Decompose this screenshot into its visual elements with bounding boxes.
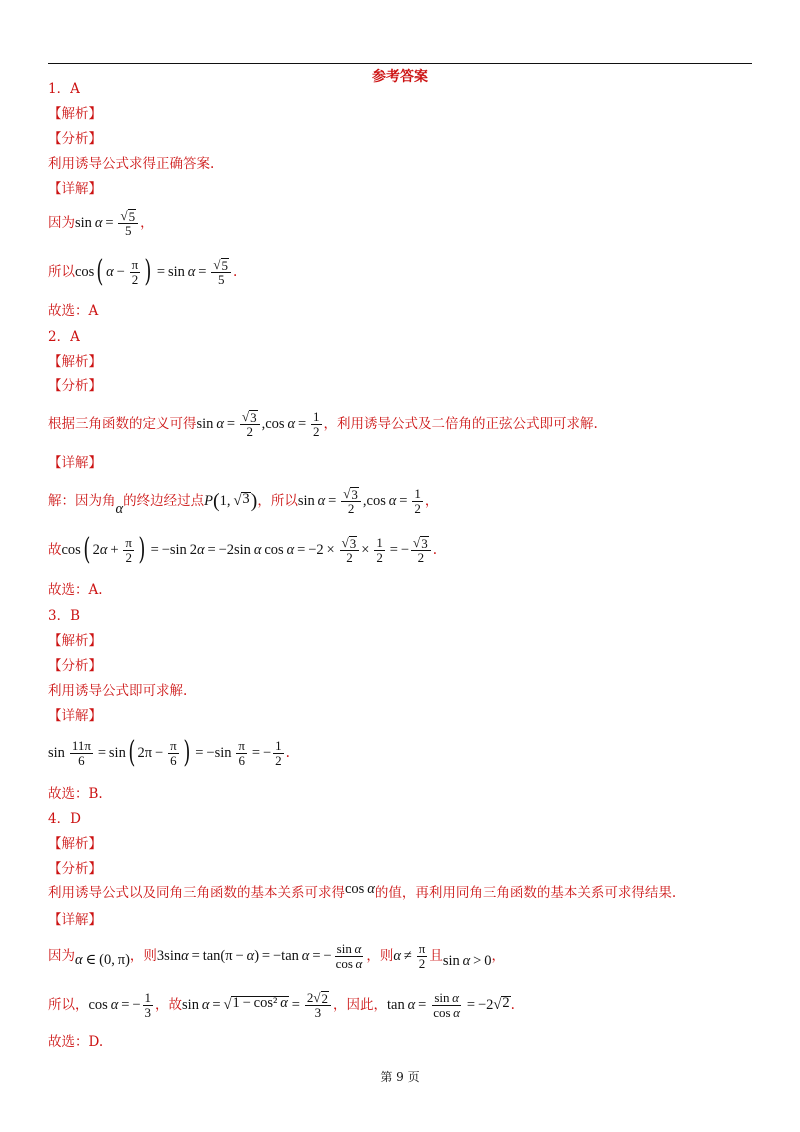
q2-detail-1-b: 的终边经过点 bbox=[123, 493, 205, 509]
q3-analysis: 利用诱导公式即可求解. bbox=[48, 683, 188, 699]
q1-detail-2 bbox=[48, 252, 237, 292]
q3-jiexi-label: 【解析】 bbox=[48, 633, 102, 649]
q3-detail-1-post: . bbox=[285, 745, 290, 761]
q4-detail-2-d: . bbox=[510, 997, 515, 1013]
q2-detail-2-post: . bbox=[432, 542, 437, 558]
q3-head: 3．B bbox=[48, 608, 81, 624]
q1-detail-2-pre: 所以 bbox=[48, 264, 75, 280]
q2-detail-2-pre: 故 bbox=[48, 542, 62, 558]
q4-formula-analysis: cos α bbox=[345, 881, 375, 897]
q4-detail-2-c: ，因此， bbox=[333, 997, 387, 1013]
header-rule bbox=[48, 63, 752, 64]
q2-formula-2: cos ( 2 α + $\frac{\pi}{2}$ ) = −sin 2 α = −2sin α cos α = −2 × √ 3 2 × $\frac{1}{2}$ = − √ 3 2 bbox=[62, 535, 433, 565]
page-title: 参考答案 bbox=[372, 69, 428, 85]
q1-fenxi-label: 【分析】 bbox=[48, 131, 102, 147]
q1-xiangjie-label: 【详解】 bbox=[48, 181, 102, 197]
q1-formula-2: cos ( α − $\frac{\pi}{2}$ ) = sin α = √ 5 5 bbox=[75, 257, 233, 287]
q2-detail-1-d: ， bbox=[424, 493, 439, 509]
q4-formula-1: 3sin α = tan(π − α ) = −tan α = − $\frac{\text{sin α}}{\text{cos α}}$ bbox=[156, 940, 363, 971]
q4-detail-1-a: 因为 bbox=[48, 948, 75, 964]
q4-detail-2-b: ，故 bbox=[155, 997, 183, 1013]
q2-detail-2 bbox=[48, 530, 437, 570]
q2-fenxi-label: 【分析】 bbox=[48, 378, 102, 394]
q4-detail-2 bbox=[48, 985, 515, 1025]
q2-detail-1-a: 解：因为角 bbox=[48, 493, 116, 509]
q2-alpha: α bbox=[115, 501, 124, 517]
q4-formula-6: tan α = $\frac{\text{sin α}}{\text{cos α}}$ = −2 √ 2 bbox=[387, 989, 510, 1020]
q1-formula-1: sin α = √ 5 5 bbox=[75, 209, 140, 238]
q2-head: 2．A bbox=[48, 329, 80, 345]
q4-detail-1-c: ，则 bbox=[366, 948, 394, 964]
q2-formula-analysis: sin α = √ 3 2 ,cos α = $\frac{1}{2}$ bbox=[196, 408, 320, 439]
q2-jiexi-label: 【解析】 bbox=[48, 354, 102, 370]
q4-analysis-post: 的值，再利用同角三角函数的基本关系可求得结果. bbox=[374, 885, 677, 901]
q3-fenxi-label: 【分析】 bbox=[48, 658, 102, 674]
q4-fenxi-label: 【分析】 bbox=[48, 861, 102, 877]
q3-xiangjie-label: 【详解】 bbox=[48, 708, 102, 724]
q1-analysis: 利用诱导公式求得正确答案. bbox=[48, 156, 215, 172]
q2-detail-1-c: ，所以 bbox=[257, 493, 298, 509]
q4-head: 4．D bbox=[48, 811, 81, 827]
q2-point: P ( 1, √ 3 ) bbox=[204, 490, 258, 512]
q4-jiexi-label: 【解析】 bbox=[48, 836, 102, 852]
q4-analysis bbox=[48, 882, 676, 904]
page-number: 第 9 页 bbox=[380, 1070, 420, 1084]
q2-formula-1: sin α = √ 3 2 ,cos α = $\frac{1}{2}$ bbox=[297, 485, 421, 516]
q4-formula-3: sin α > 0 bbox=[442, 953, 492, 969]
q2-analysis-pre: 根据三角函数的定义可得 bbox=[48, 416, 197, 432]
q1-detail-1 bbox=[48, 205, 154, 241]
q4-formula-2: α ≠ $\frac{\pi}{2}$ bbox=[393, 940, 426, 971]
q2-answer: 故选：A. bbox=[48, 582, 103, 598]
q2-xiangjie-label: 【详解】 bbox=[48, 455, 102, 471]
q4-detail-1-b: ，则 bbox=[129, 948, 157, 964]
q1-detail-1-post: ， bbox=[140, 215, 154, 231]
q4-detail-1-e: ， bbox=[491, 948, 506, 964]
q1-detail-1-pre: 因为 bbox=[48, 215, 75, 231]
q4-detail-1-d: 且 bbox=[429, 948, 443, 964]
q4-answer: 故选：D. bbox=[48, 1034, 104, 1050]
q4-formula-4: cos α = − $\frac{1}{3}$ bbox=[88, 989, 152, 1020]
q2-detail-1 bbox=[48, 482, 438, 520]
q4-formula-5: sin α = √ 1 − cos² α = 2√ 2 3 bbox=[182, 991, 333, 1020]
q1-answer: 故选：A bbox=[48, 303, 99, 319]
q3-detail-1 bbox=[48, 733, 290, 773]
q4-xiangjie-label: 【详解】 bbox=[48, 912, 102, 928]
q2-analysis-post: ，利用诱导公式及二倍角的正弦公式即可求解. bbox=[323, 416, 598, 432]
q4-formula-domain: α ∈ (0, π) bbox=[75, 952, 130, 968]
q3-formula-1: sin $\frac{11\pi}{6}$ = sin ( 2π − $\frac{\pi}{6}$ ) = −sin $\frac{\pi}{6}$ = − $\frac{1}{2}$ bbox=[48, 735, 282, 770]
q4-detail-1 bbox=[48, 936, 505, 976]
q2-analysis bbox=[48, 405, 598, 443]
q1-detail-2-post: . bbox=[233, 264, 238, 280]
q1-jiexi-label: 【解析】 bbox=[48, 106, 102, 122]
q4-analysis-pre: 利用诱导公式以及同角三角函数的基本关系可求得 bbox=[48, 885, 345, 901]
q1-head: 1．A bbox=[48, 81, 80, 97]
q3-answer: 故选：B. bbox=[48, 786, 103, 802]
q4-detail-2-a: 所以， bbox=[48, 997, 89, 1013]
